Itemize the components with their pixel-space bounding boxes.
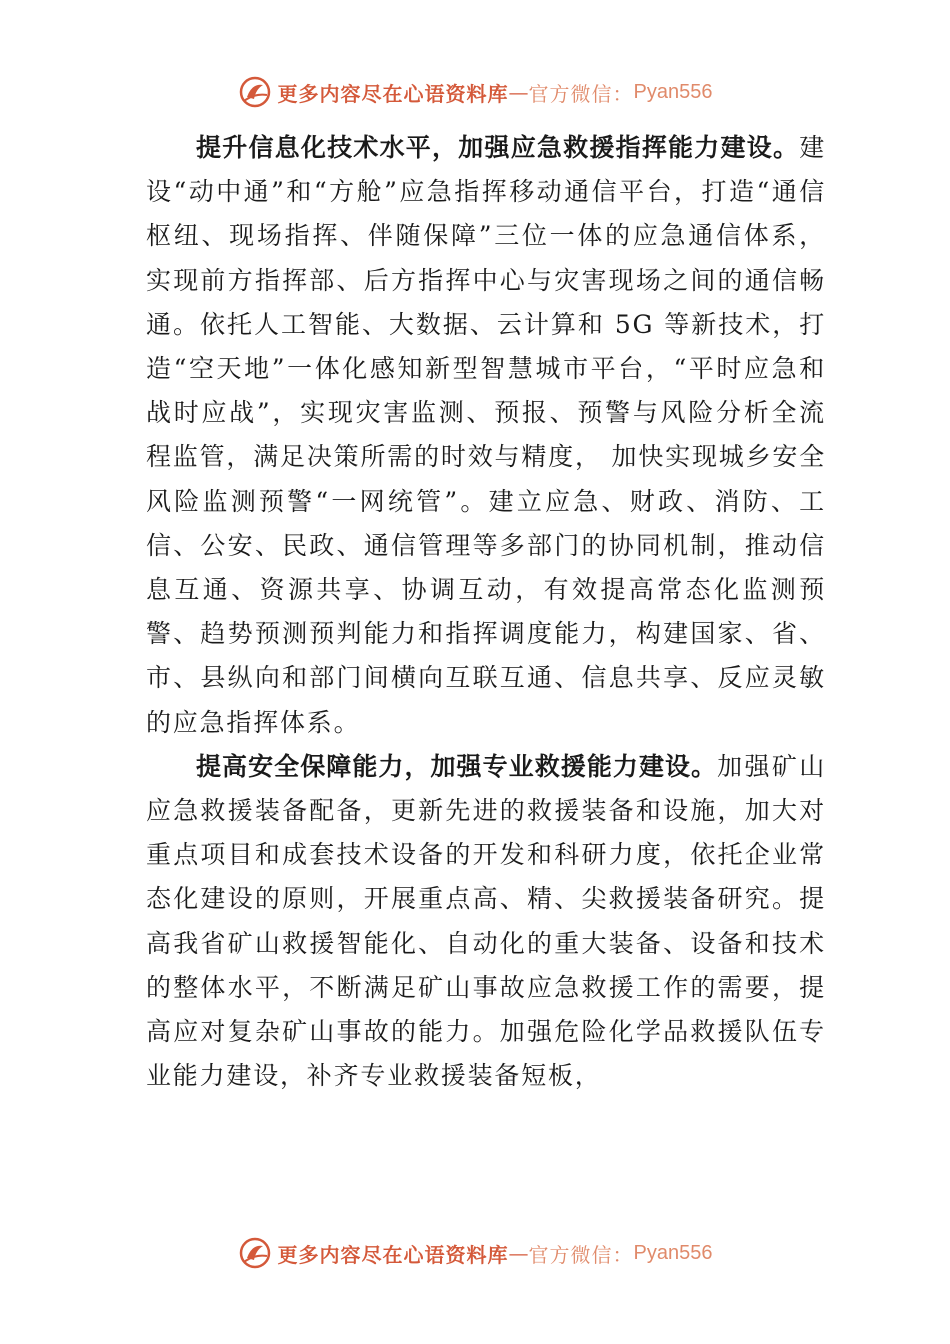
banner-wechat-label: 官方微信： — [528, 81, 634, 106]
banner-wechat-label: 官方微信： — [528, 1242, 634, 1267]
banner-main-text: 更多内容尽在心语资料库 — [277, 1242, 509, 1267]
paragraph-2-body: 加强矿山应急救援装备配备，更新先进的救援装备和设施，加大对重点项目和成套技术设备的开发和科研力度，依托企业常态化建设的原则，开展重点高、精、尖救援装备研究。提高我省矿山救援智能化、自动化的重大装备、设备和技术的整体水平，不断满足矿山事故应急救援工作的需要，提高应对复杂矿山事故的能力。加强危险化学品救援队伍专业能力建设，补齐专业救援装备短板， — [146, 751, 826, 1091]
banner-wechat-id: Pyan556 — [633, 1241, 713, 1264]
paragraph-1-lead: 提升信息化技术水平，加强应急救援指挥能力建设。 — [196, 133, 800, 162]
document-body — [146, 126, 826, 1098]
brand-logo-icon — [238, 75, 272, 109]
banner-wechat-id: Pyan556 — [633, 80, 713, 103]
footer-banner — [0, 1233, 950, 1273]
header-banner — [0, 72, 950, 112]
paragraph-1 — [146, 126, 826, 745]
paragraph-2-lead: 提高安全保障能力，加强专业救援能力建设。 — [196, 751, 718, 781]
banner-separator: — — [508, 1241, 529, 1265]
banner-main-text: 更多内容尽在心语资料库 — [277, 81, 509, 106]
paragraph-2 — [146, 745, 826, 1099]
brand-logo-icon — [238, 1236, 272, 1270]
paragraph-1-body: 建设“动中通”和“方舱”应急指挥移动通信平台，打造“通信枢纽、现场指挥、伴随保障”三位一体的应急通信体系，实现前方指挥部、后方指挥中心与灾害现场之间的通信畅通。依托人工智能、大数据、云计算和 5G 等新技术，打造“空天地”一体化感知新型智慧城市平台，“平时应急和战时应战”，实现灾害监测、预报、预警与风险分析全流程监管，满足决策所需的时效与精度， 加快实现城乡安全风险监测预警“一网统管”。建立应急、财政、消防、工信、公安、民政、通信管理等多部门的协同机制，推动信息互通、资源共享、协调互动，有效提高常态化监测预警、趋势预测预判能力和指挥调度能力，构建国家、省、市、县纵向和部门间横向互联互通、信息共享、反应灵敏的应急指挥体系。 — [146, 133, 826, 737]
banner-separator: — — [508, 80, 529, 104]
